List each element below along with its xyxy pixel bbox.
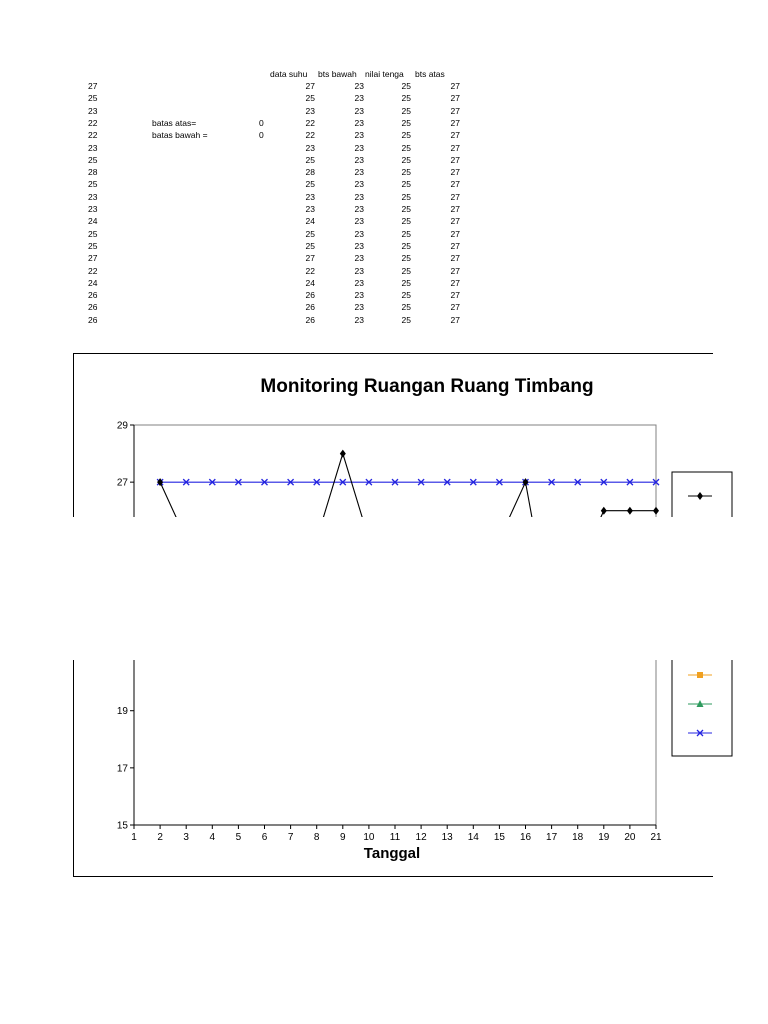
x-tick-label: 15 (493, 832, 505, 843)
cell-r11-c2: 23 (354, 204, 364, 214)
cell-r20-c2: 23 (354, 314, 364, 325)
param-batas-atas-value: 0 (259, 118, 264, 128)
left-value-1: 27 (88, 81, 98, 91)
cell-r2-c1: 25 (305, 93, 315, 104)
series-1-point (653, 507, 659, 515)
cell-r1-c2: 23 (354, 81, 364, 91)
cell-r7-c4: 27 (450, 154, 460, 165)
cell-r18-c3: 25 (401, 290, 411, 301)
cell-r7-c3: 25 (401, 154, 411, 165)
x-tick-label: 4 (209, 832, 216, 843)
cell-r6-c4: 27 (450, 142, 460, 153)
cell-r19-c2: 23 (354, 302, 364, 313)
cell-r14-c1: 25 (305, 240, 315, 251)
cell-r14-c3: 25 (401, 240, 411, 251)
cell-r2-c2: 23 (354, 93, 364, 104)
cell-r16-c4: 27 (450, 265, 460, 276)
cell-r5-c2: 23 (354, 130, 364, 141)
x-tick-label: 10 (363, 832, 375, 843)
cell-r16-c2: 23 (354, 265, 364, 276)
cell-r14-c4: 27 (450, 240, 460, 251)
x-tick-label: 7 (287, 832, 294, 843)
cell-r12-c4: 27 (450, 216, 460, 227)
x-axis-label: Tanggal (363, 845, 421, 862)
left-value-11: 23 (88, 204, 98, 214)
x-tick-label: 6 (261, 832, 268, 843)
y-tick-label: 19 (116, 706, 128, 718)
left-value-15: 27 (88, 253, 98, 264)
y-tick-label: 27 (116, 477, 128, 489)
cell-r10-c3: 25 (401, 191, 411, 202)
cell-r15-c2: 23 (354, 253, 364, 264)
cell-r4-c1: 22 (305, 117, 315, 128)
x-tick-label: 14 (467, 832, 479, 843)
left-value-18: 26 (88, 290, 98, 301)
cell-r18-c2: 23 (354, 290, 364, 301)
x-tick-label: 12 (415, 832, 427, 843)
left-value-4: 22 (88, 117, 98, 128)
x-tick-label: 20 (624, 832, 636, 843)
x-tick-label: 8 (313, 832, 320, 843)
left-value-13: 25 (88, 228, 98, 239)
x-tick-label: 1 (131, 832, 137, 843)
cell-r12-c2: 23 (354, 216, 364, 227)
cell-r9-c2: 23 (354, 179, 364, 190)
chart-title: Monitoring Ruangan Ruang Timbang (260, 376, 594, 397)
x-tick-label: 13 (441, 832, 453, 843)
header-data-suhu: data suhu (270, 69, 308, 79)
cell-r18-c1: 26 (305, 290, 315, 301)
param-batas-bawah-label: batas bawah = (152, 130, 208, 140)
series-1-point (340, 450, 346, 458)
cell-r16-c3: 25 (401, 265, 411, 276)
legend-marker-2 (697, 672, 703, 678)
left-value-8: 28 (88, 167, 98, 178)
cell-r14-c2: 23 (354, 240, 364, 251)
y-tick-label: 29 (116, 420, 128, 432)
cell-r12-c3: 25 (401, 216, 411, 227)
cell-r9-c3: 25 (401, 179, 411, 190)
blank-band (0, 517, 768, 660)
cell-r15-c1: 27 (305, 253, 315, 264)
cell-r19-c3: 25 (401, 302, 411, 313)
left-value-17: 24 (88, 277, 98, 288)
left-value-5: 22 (88, 130, 98, 141)
y-tick-label: 15 (116, 820, 128, 832)
cell-r11-c1: 23 (305, 204, 315, 214)
cell-r8-c2: 23 (354, 167, 364, 178)
cell-r1-c1: 27 (305, 81, 315, 91)
cell-r13-c2: 23 (354, 228, 364, 239)
cell-r13-c1: 25 (305, 228, 315, 239)
cell-r17-c1: 24 (305, 277, 315, 288)
cell-r8-c4: 27 (450, 167, 460, 178)
y-tick-label: 17 (116, 763, 128, 775)
left-value-14: 25 (88, 240, 98, 251)
cell-r3-c3: 25 (401, 105, 411, 116)
left-value-12: 24 (88, 216, 98, 227)
x-tick-label: 3 (183, 832, 189, 843)
cell-r7-c2: 23 (354, 154, 364, 165)
left-value-2: 25 (88, 93, 98, 104)
cell-r11-c4: 27 (450, 204, 460, 214)
cell-r8-c3: 25 (401, 167, 411, 178)
left-value-9: 25 (88, 179, 98, 190)
left-value-16: 22 (88, 265, 98, 276)
cell-r7-c1: 25 (305, 154, 315, 165)
cell-r20-c4: 27 (450, 314, 460, 325)
cell-r3-c1: 23 (305, 105, 315, 116)
x-tick-label: 21 (650, 832, 662, 843)
cell-r5-c3: 25 (401, 130, 411, 141)
cell-r15-c4: 27 (450, 253, 460, 264)
left-value-10: 23 (88, 191, 98, 202)
param-batas-bawah-value: 0 (259, 130, 264, 140)
left-value-6: 23 (88, 142, 98, 153)
cell-r9-c1: 25 (305, 179, 315, 190)
cell-r3-c4: 27 (450, 105, 460, 116)
left-value-20: 26 (88, 314, 98, 325)
cell-r13-c4: 27 (450, 228, 460, 239)
cell-r12-c1: 24 (305, 216, 315, 227)
header-bts-bawah: bts bawah (318, 69, 357, 79)
cell-r1-c3: 25 (401, 81, 411, 91)
cell-r20-c3: 25 (401, 314, 411, 325)
cell-r15-c3: 25 (401, 253, 411, 264)
cell-r9-c4: 27 (450, 179, 460, 190)
series-1-point (627, 507, 633, 515)
cell-r4-c4: 27 (450, 117, 460, 128)
cell-r20-c1: 26 (305, 314, 315, 325)
x-tick-label: 18 (572, 832, 584, 843)
cell-r17-c3: 25 (401, 277, 411, 288)
cell-r6-c1: 23 (305, 142, 315, 153)
x-tick-label: 17 (546, 832, 558, 843)
cell-r19-c4: 27 (450, 302, 460, 313)
header-bts-atas: bts atas (415, 69, 445, 79)
cell-r3-c2: 23 (354, 105, 364, 116)
header-nilai-tengah: nilai tenga (365, 69, 404, 79)
cell-r4-c2: 23 (354, 117, 364, 128)
cell-r8-c1: 28 (305, 167, 315, 178)
x-tick-label: 16 (519, 832, 532, 843)
cell-r2-c4: 27 (450, 93, 460, 104)
cell-r17-c2: 23 (354, 277, 364, 288)
series-1-point (601, 507, 607, 515)
left-value-19: 26 (88, 302, 98, 313)
x-tick-label: 11 (389, 832, 401, 843)
x-tick-label: 5 (235, 832, 242, 843)
cell-r4-c3: 25 (401, 117, 411, 128)
left-value-7: 25 (88, 154, 98, 165)
cell-r10-c4: 27 (450, 191, 460, 202)
cell-r5-c1: 22 (305, 130, 315, 141)
param-batas-atas-label: batas atas= (152, 118, 197, 128)
cell-r10-c1: 23 (305, 191, 315, 202)
cell-r5-c4: 27 (450, 130, 460, 141)
x-tick-label: 2 (157, 832, 163, 843)
left-value-3: 23 (88, 105, 98, 116)
cell-r6-c3: 25 (401, 142, 411, 153)
cell-r6-c2: 23 (354, 142, 364, 153)
cell-r13-c3: 25 (401, 228, 411, 239)
cell-r1-c4: 27 (450, 81, 460, 91)
cell-r18-c4: 27 (450, 290, 460, 301)
cell-r11-c3: 25 (401, 204, 411, 214)
x-tick-label: 19 (598, 832, 610, 843)
x-tick-label: 9 (340, 832, 346, 843)
cell-r2-c3: 25 (401, 93, 411, 104)
cell-r10-c2: 23 (354, 191, 364, 202)
cell-r16-c1: 22 (305, 265, 315, 276)
cell-r19-c1: 26 (305, 302, 315, 313)
cell-r17-c4: 27 (450, 277, 460, 288)
